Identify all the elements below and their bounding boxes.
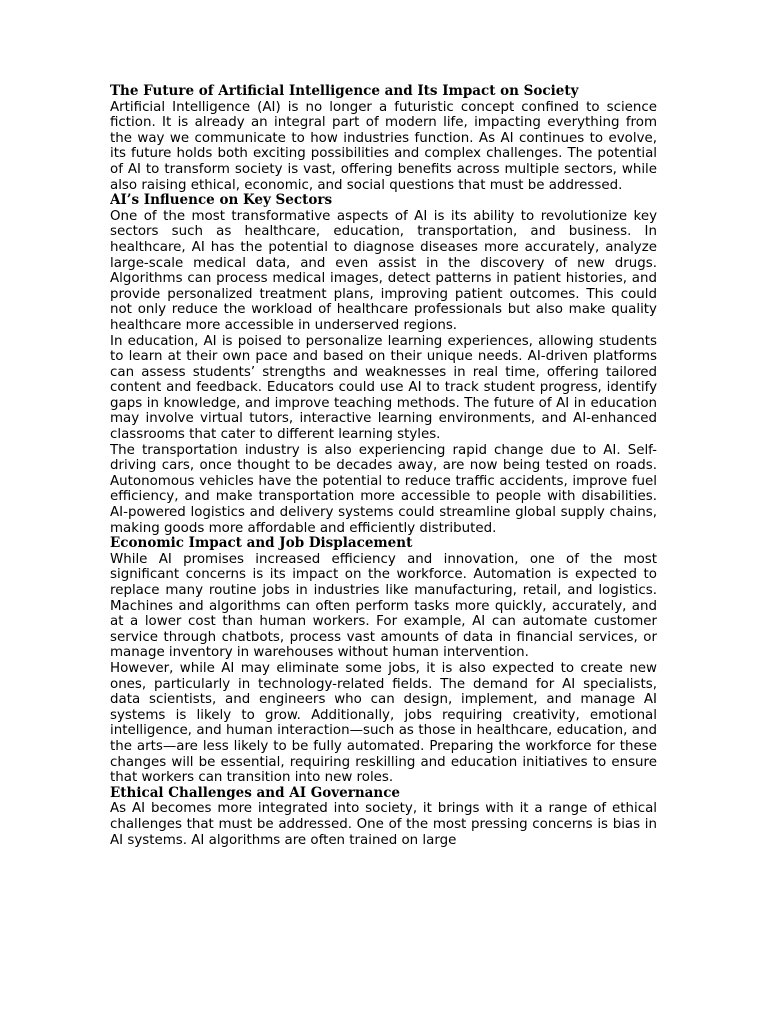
document-title: The Future of Artificial Intelligence and Its Impact on Society	[110, 84, 579, 99]
document-page	[110, 84, 657, 944]
section-heading: AI’s Influence on Key Sectors	[110, 192, 333, 209]
body-paragraph: As AI becomes more integrated into society, it brings with it a range of ethical challenges that must be addressed. One of the most pressing concerns is bias in AI systems. AI algorithms are often trained on large	[110, 801, 657, 848]
body-paragraph: In education, AI is poised to personalize learning experiences, allowing students to learn at their own pace and based on their unique needs. AI-driven platforms can assess students’ strengths and weaknesses in real time, offering tailored content and feedback. Educators could use AI to track student progress, identify gaps in knowledge, and improve teaching methods. The future of AI in education may involve virtual tutors, interactive learning environments, and AI-enhanced classrooms that cater to different learning styles.	[110, 333, 657, 443]
body-paragraph: However, while AI may eliminate some jobs, it is also expected to create new ones, particularly in technology-related fields. The demand for AI specialists, data scientists, and engineers who can design, implement, and manage AI systems is likely to grow. Additionally, jobs requiring creativity, emotional intelligence, and human interaction—such as those in healthcare, education, and the arts—are less likely to be fully automated. Preparing the workforce for these changes will be essential, requiring reskilling and education initiatives to ensure that workers can transition into new roles.	[110, 660, 657, 786]
body-paragraph: While AI promises increased efficiency and innovation, one of the most significant concerns is its impact on the workforce. Automation is expected to replace many routine jobs in industries like manufacturing, retail, and logistics. Machines and algorithms can often perform tasks more quickly, accurately, and at a lower cost than human workers. For example, AI can automate customer service through chatbots, process vast amounts of data in financial services, or manage inventory in warehouses without human intervention.	[110, 551, 657, 661]
body-paragraph: One of the most transformative aspects of AI is its ability to revolutionize key sectors such as healthcare, education, transportation, and business. In healthcare, AI has the potential to diagnose diseases more accurately, analyze large-scale medical data, and even assist in the discovery of new drugs. Algorithms can process medical images, detect patterns in patient histories, and provide personalized treatment plans, improving patient outcomes. This could not only reduce the workload of healthcare professionals but also make quality healthcare more accessible in underserved regions.	[110, 208, 657, 333]
section-heading: Ethical Challenges and AI Governance	[110, 784, 401, 801]
intro-paragraph: Artificial Intelligence (AI) is no longer a futuristic concept confined to science fiction. It is already an integral part of modern life, impacting everything from the way we communicate to how industries function. As AI continues to evolve, its future holds both exciting possibilities and complex challenges. The potential of AI to transform society is vast, offering benefits across multiple sectors, while also raising ethical, economic, and social questions that must be addressed.	[110, 99, 657, 193]
section-heading: Economic Impact and Job Displacement	[110, 535, 413, 552]
body-paragraph: The transportation industry is also experiencing rapid change due to AI. Self-driving cars, once thought to be decades away, are now being tested on roads. Autonomous vehicles have the potential to reduce traffic accidents, improve fuel efficiency, and make transportation more accessible to people with disabilities. AI-powered logistics and delivery systems could streamline global supply chains, making goods more affordable and efficiently distributed.	[110, 442, 657, 536]
